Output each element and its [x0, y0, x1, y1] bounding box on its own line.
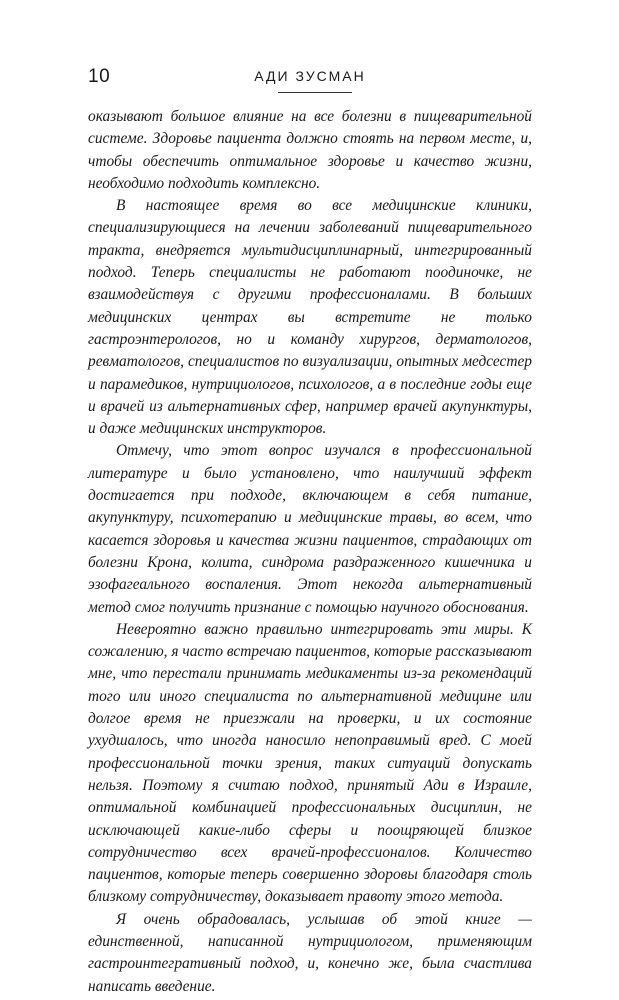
paragraph: В настоящее время во все медицинские клиники, специализирующиеся на лечении заболеваний пищеварительного тракта, внедряется мультидисциплинарный, интегрированный подход. Теперь специалисты не работают поодиночке, не взаимодействуя с другими профессионалами. В больших медицинских центрах вы встретите не только гастроэнтерологов, но и команду хирургов, дерматологов, ревматологов, специалистов по визуализации, опытных медсестер и парамедиков, нутрициологов, психологов, а в последние годы еще и врачей из альтернативных сфер, например врачей акупунктуры, и даже медицинских инструкторов. [88, 197, 532, 438]
header-rule [278, 92, 352, 93]
paragraph: Невероятно важно правильно интегрировать эти миры. К сожалению, я часто встречаю пациентов, которые рассказывают мне, что перестали принимать медикаменты из-за рекомендаций того или иного специалиста по альтернативной медицине или долгое время не приезжали на проверки, и их состояние ухудшалось, что иногда наносило непоправимый вред. С моей профессиональной точки зрения, таких ситуаций допускать нельзя. Поэтому я считаю подход, принятый Ади в Израиле, оптимальной комбинацией профессиональных дисциплин, не исключающей какие-либо сферы и поощряющей близкое сотрудничество всех врачей-профессионалов. Количество пациентов, которые теперь совершенно здоровы благодаря столь близкому сотрудничеству, доказывает правоту этого метода. [88, 620, 532, 906]
page-number: 10 [88, 66, 111, 87]
book-author: АДИ ЗУСМАН [254, 68, 366, 84]
body-text [88, 106, 532, 998]
running-head [88, 62, 532, 102]
paragraph: Отмечу, что этот вопрос изучался в профессиональной литературе и было установлено, что наилучший эффект достигается при подходе, включающем в себя питание, акупунктуру, психотерапию и медицинские травы, во всем, что касается здоровья и качества жизни пациентов, страдающих от болезни Крона, колита, синдрома раздраженного кишечника и эзофагеального воспаления. Этот некогда альтернативный метод смог получить признание с помощью научного обоснования. [88, 442, 532, 616]
paragraph: оказывают большое влияние на все болезни в пищеварительной системе. Здоровье пациента должно стоять на первом месте, и, чтобы обеспечить оптимальное здоровье и качество жизни, необходимо подходить комплексно. [88, 108, 532, 192]
paragraph: Я очень обрадовалась, услышав об этой книге — единственной, написанной нутрициологом, применяющим гастроинтегративный подход, и, конечно же, была счастлива написать введение. [88, 910, 532, 995]
